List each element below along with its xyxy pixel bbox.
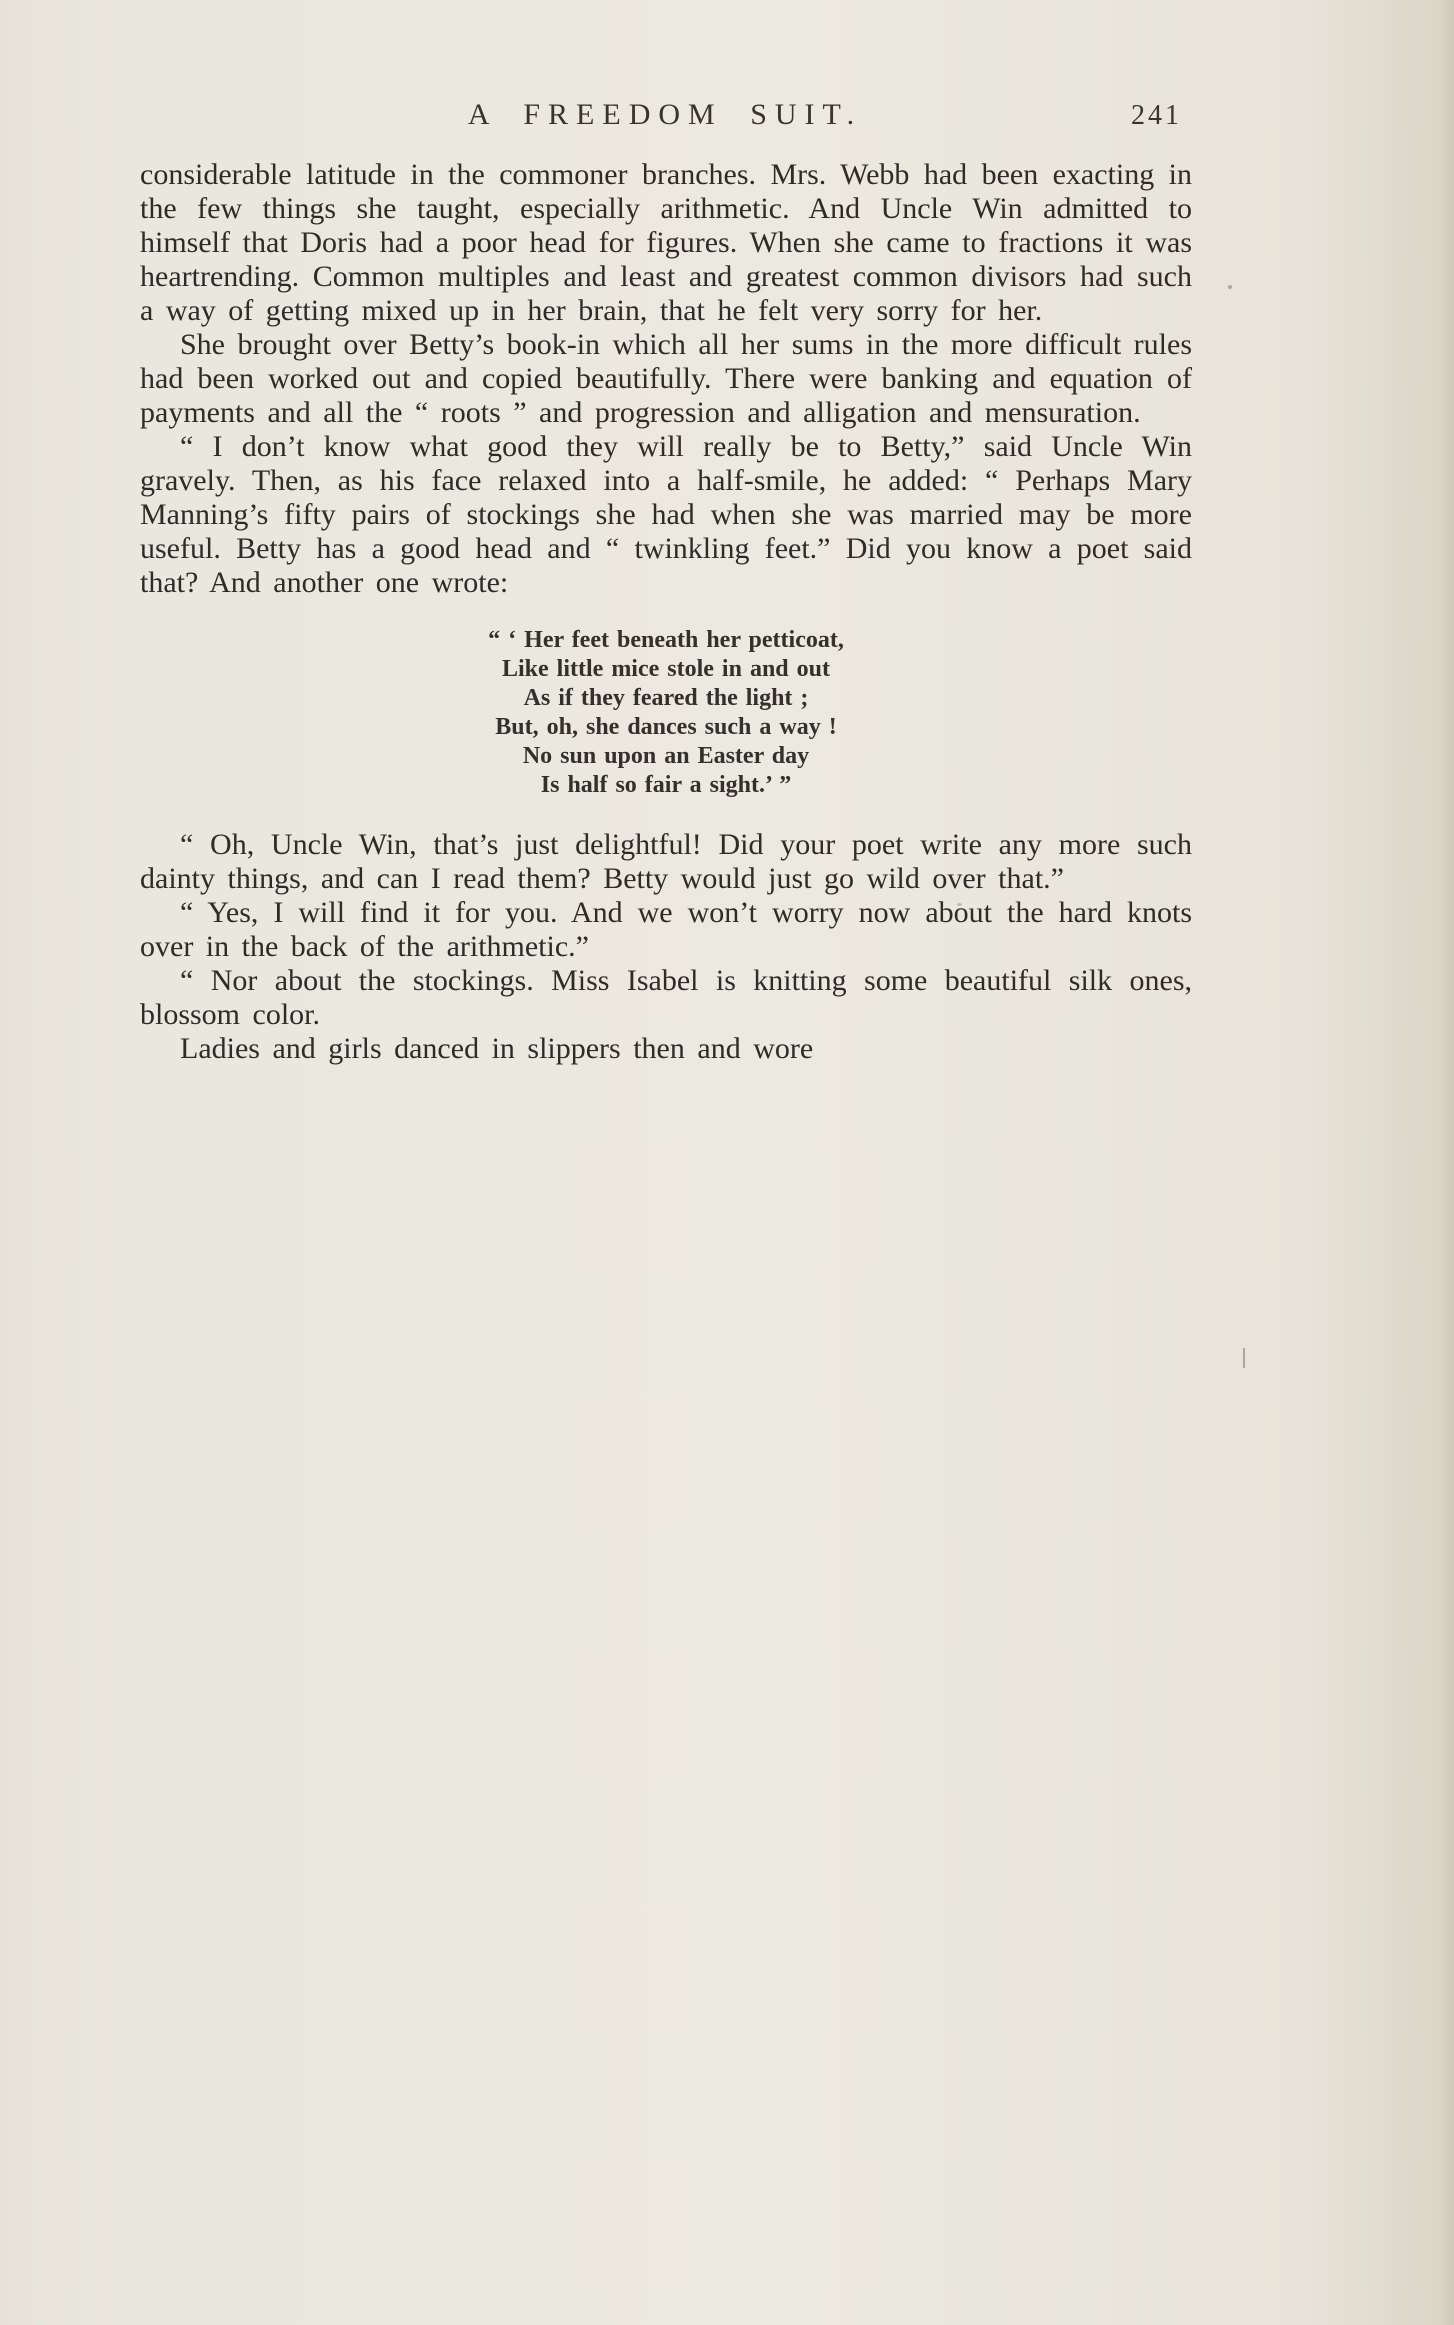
- paragraph: “ I don’t know what good they will really be to Betty,” said Uncle Win gravely. Then, as his face relaxed into a half-smile, he added: “ Perhaps Mary Manning’s fifty pairs of stockings she had when she was married may be more useful. Betty has a good head and “ twinkling feet.” Did you know a poet said that? And another one wrote:: [140, 430, 1192, 599]
- poem-block: [140, 626, 1192, 800]
- scan-artifact: [957, 903, 962, 906]
- paragraph: She brought over Betty’s book-in which all her sums in the more difficult rules had been worked out and copied beautifully. There were banking and equation of payments and all the “ roots ” and progression and alligation and mensuration.: [140, 328, 1192, 429]
- poem-line: “ ‘ Her feet beneath her petticoat,: [488, 627, 844, 653]
- paragraph: considerable latitude in the commoner branches. Mrs. Webb had been exacting in the few things she taught, especially arithmetic. And Uncle Win admitted to himself that Doris had a poor head for figures. When she came to fractions it was heartrending. Common multiples and least and greatest common divisors had such a way of getting mixed up in her brain, that he felt very sorry for her.: [140, 158, 1192, 327]
- paragraph: “ Oh, Uncle Win, that’s just delightful! Did your poet write any more such dainty things, and can I read them? Betty would just go wild over that.”: [140, 828, 1192, 895]
- page-number: 241: [1131, 100, 1182, 131]
- poem-line: Like little mice stole in and out: [502, 656, 830, 682]
- paragraph: “ Nor about the stockings. Miss Isabel is knitting some beautiful silk ones, blossom color.: [140, 964, 1192, 1031]
- text-block: [140, 158, 1192, 1066]
- chapter-title: A FREEDOM SUIT.: [467, 98, 863, 131]
- paragraph: “ Yes, I will find it for you. And we won’t worry now about the hard knots over in the back of the arithmetic.”: [140, 896, 1192, 963]
- poem-line: But, oh, she dances such a way !: [495, 714, 837, 740]
- running-header: [140, 98, 1190, 138]
- scan-artifact: [1243, 1348, 1245, 1368]
- paragraph: Ladies and girls danced in slippers then and wore: [180, 1032, 814, 1065]
- poem-line: Is half so fair a sight.’ ”: [540, 772, 792, 798]
- poem-line: No sun upon an Easter day: [522, 743, 810, 769]
- scan-artifact: [1228, 285, 1232, 289]
- poem-line: As if they feared the light ;: [523, 685, 809, 711]
